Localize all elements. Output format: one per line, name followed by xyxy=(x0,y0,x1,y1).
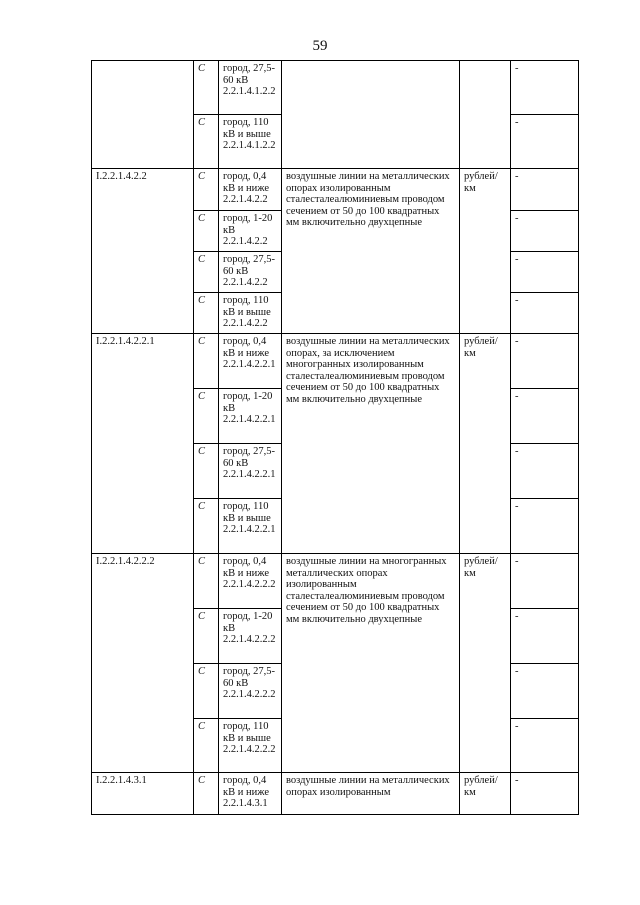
code-cell: I.2.2.1.4.2.2.2 xyxy=(92,554,194,773)
letter-cell: C xyxy=(194,444,219,499)
value-cell: - xyxy=(511,293,579,334)
name-cell: город, 0,4 кВ и ниже 2.2.1.4.2.2.2 xyxy=(219,554,282,609)
letter-cell: C xyxy=(194,169,219,211)
letter-cell: C xyxy=(194,664,219,719)
letter-cell: C xyxy=(194,115,219,169)
value-cell: - xyxy=(511,389,579,444)
desc-cell: воздушные линии на металлических опорах, за исключением многогранных изолированным сталесталеалюминиевым проводом сечением от 50 до 100 квадратных мм включительно двухцепные xyxy=(282,334,460,554)
letter-cell: C xyxy=(194,61,219,115)
code-cell: I.2.2.1.4.2.2.1 xyxy=(92,334,194,554)
letter-cell: C xyxy=(194,554,219,609)
name-cell: город, 27,5-60 кВ 2.2.1.4.2.2 xyxy=(219,252,282,293)
table-row xyxy=(92,773,579,815)
name-cell: город, 27,5-60 кВ 2.2.1.4.2.2.1 xyxy=(219,444,282,499)
letter-cell: C xyxy=(194,252,219,293)
letter-cell: C xyxy=(194,499,219,554)
table-row xyxy=(92,169,579,211)
letter-cell: C xyxy=(194,609,219,664)
value-cell: - xyxy=(511,61,579,115)
name-cell: город, 110 кВ и выше 2.2.1.4.1.2.2 xyxy=(219,115,282,169)
letter-cell: C xyxy=(194,389,219,444)
name-cell: город, 1-20 кВ 2.2.1.4.2.2 xyxy=(219,211,282,252)
code-cell xyxy=(92,61,194,169)
value-cell: - xyxy=(511,719,579,773)
value-cell: - xyxy=(511,609,579,664)
letter-cell: C xyxy=(194,773,219,815)
code-cell: I.2.2.1.4.2.2 xyxy=(92,169,194,334)
name-cell: город, 110 кВ и выше 2.2.1.4.2.2.2 xyxy=(219,719,282,773)
letter-cell: C xyxy=(194,334,219,389)
value-cell: - xyxy=(511,252,579,293)
unit-cell: рублей/км xyxy=(460,334,511,554)
value-cell: - xyxy=(511,499,579,554)
name-cell: город, 110 кВ и выше 2.2.1.4.2.2 xyxy=(219,293,282,334)
letter-cell: C xyxy=(194,719,219,773)
name-cell: город, 1-20 кВ 2.2.1.4.2.2.1 xyxy=(219,389,282,444)
code-cell: I.2.2.1.4.3.1 xyxy=(92,773,194,815)
value-cell: - xyxy=(511,444,579,499)
tariff-table xyxy=(91,60,579,815)
name-cell: город, 1-20 кВ 2.2.1.4.2.2.2 xyxy=(219,609,282,664)
name-cell: город, 0,4 кВ и ниже 2.2.1.4.2.2 xyxy=(219,169,282,211)
table-row xyxy=(92,334,579,389)
table-row xyxy=(92,61,579,115)
desc-cell: воздушные линии на металлических опорах изолированным xyxy=(282,773,460,815)
name-cell: город, 27,5-60 кВ 2.2.1.4.2.2.2 xyxy=(219,664,282,719)
name-cell: город, 110 кВ и выше 2.2.1.4.2.2.1 xyxy=(219,499,282,554)
unit-cell xyxy=(460,61,511,169)
table-row xyxy=(92,554,579,609)
value-cell: - xyxy=(511,334,579,389)
desc-cell xyxy=(282,61,460,169)
value-cell: - xyxy=(511,554,579,609)
value-cell: - xyxy=(511,664,579,719)
unit-cell: рублей/км xyxy=(460,169,511,334)
name-cell: город, 0,4 кВ и ниже 2.2.1.4.2.2.1 xyxy=(219,334,282,389)
value-cell: - xyxy=(511,169,579,211)
name-cell: город, 0,4 кВ и ниже 2.2.1.4.3.1 xyxy=(219,773,282,815)
page-number: 59 xyxy=(312,38,328,54)
desc-cell: воздушные линии на многогранных металлических опорах изолированным сталесталеалюминиевым проводом сечением от 50 до 100 квадратных мм включительно двухцепные xyxy=(282,554,460,773)
value-cell: - xyxy=(511,211,579,252)
value-cell: - xyxy=(511,773,579,815)
desc-cell: воздушные линии на металлических опорах изолированным сталесталеалюминиевым проводом сечением от 50 до 100 квадратных мм включительно двухцепные xyxy=(282,169,460,334)
unit-cell: рублей/км xyxy=(460,554,511,773)
letter-cell: C xyxy=(194,211,219,252)
name-cell: город, 27,5-60 кВ 2.2.1.4.1.2.2 xyxy=(219,61,282,115)
value-cell: - xyxy=(511,115,579,169)
unit-cell: рублей/км xyxy=(460,773,511,815)
letter-cell: C xyxy=(194,293,219,334)
